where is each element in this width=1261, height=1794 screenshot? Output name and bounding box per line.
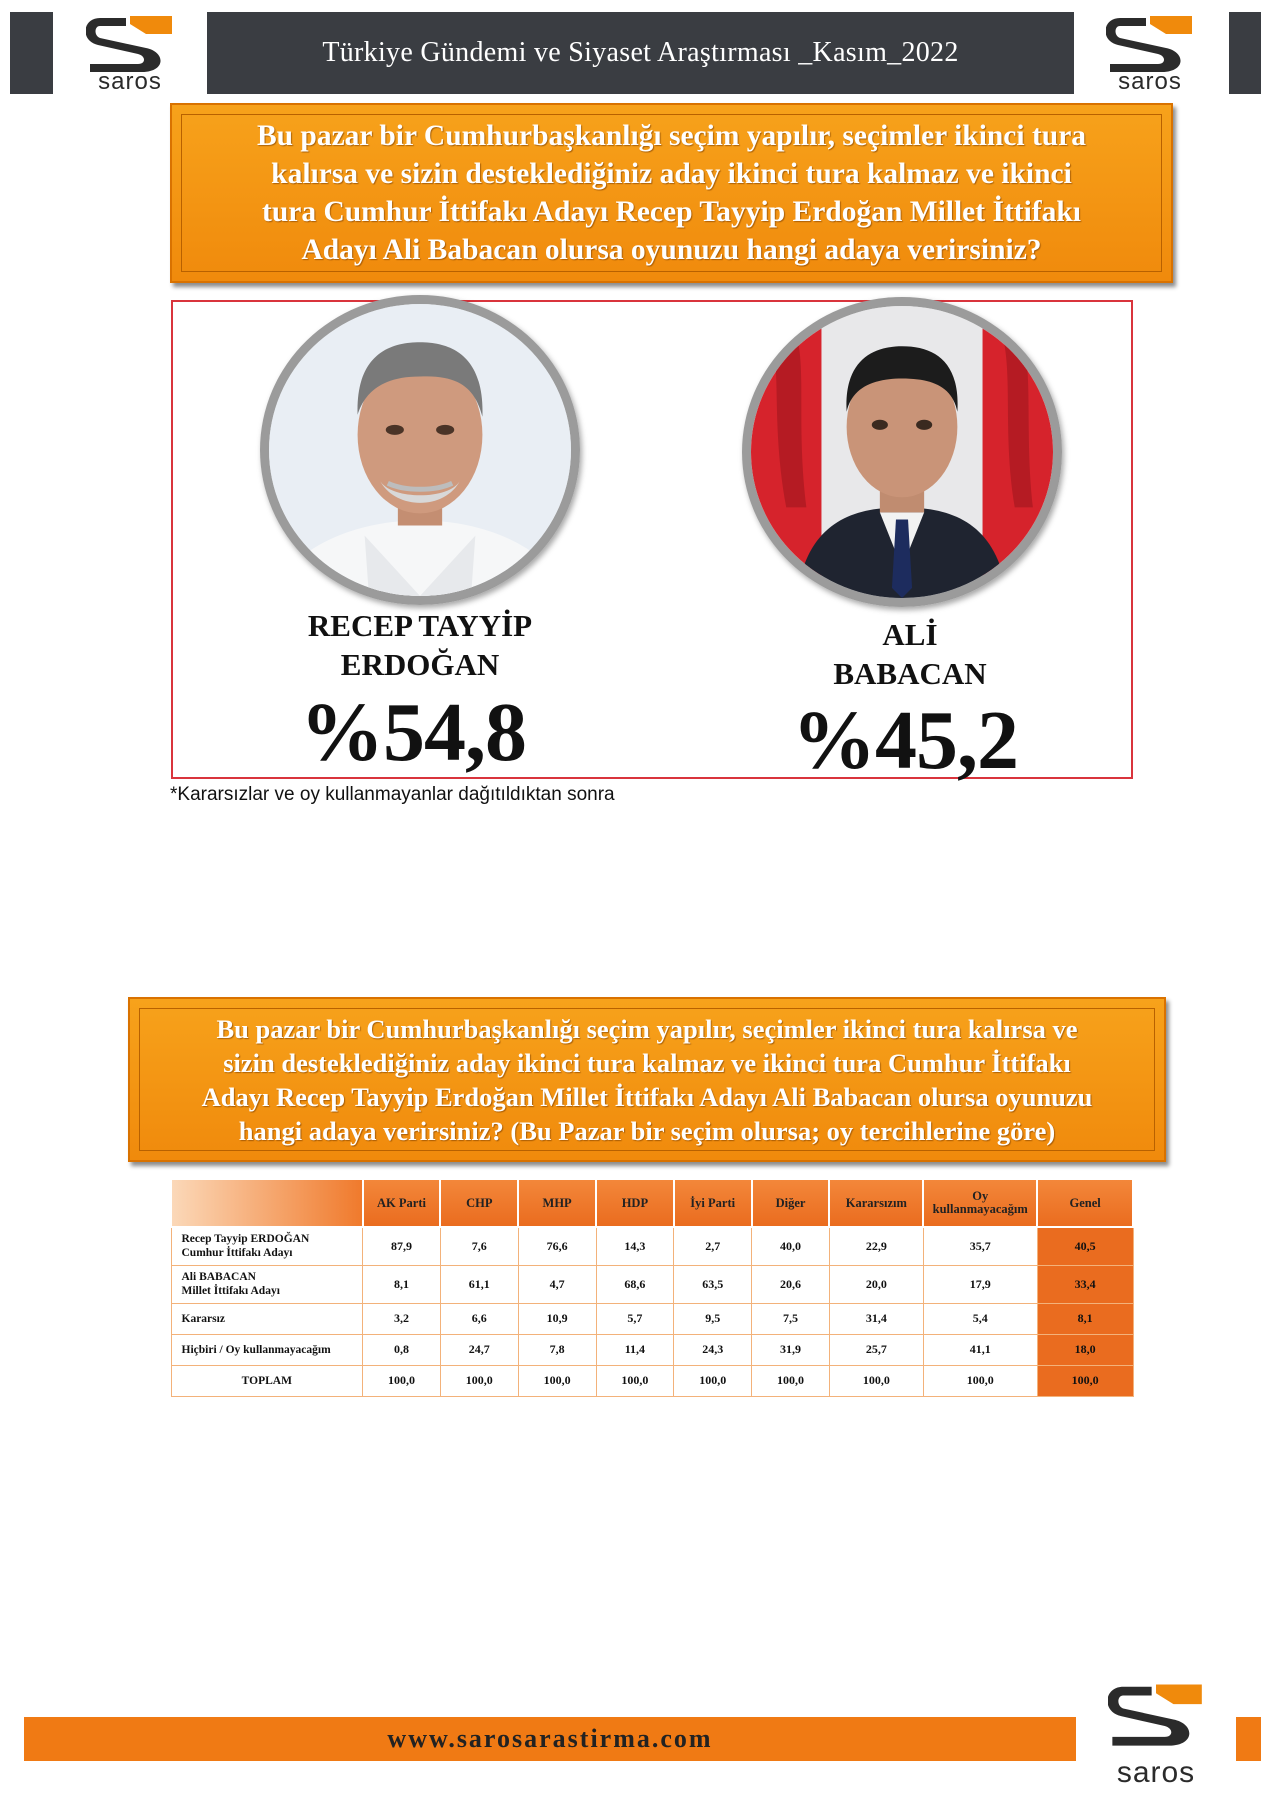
column-header: Diğer bbox=[752, 1179, 830, 1227]
column-header: İyi Parti bbox=[674, 1179, 752, 1227]
saros-logo-mark-icon bbox=[1106, 12, 1194, 74]
row-label-line: Kararsız bbox=[181, 1312, 225, 1325]
candidate-percent-babacan: %45,2 bbox=[792, 694, 1018, 787]
footnote: *Kararsızlar ve oy kullanmayanlar dağıtıldıktan sonra bbox=[170, 784, 615, 805]
table-row bbox=[171, 1303, 1133, 1334]
genel-cell: 8,1 bbox=[1037, 1303, 1133, 1334]
candidate-portrait-babacan bbox=[742, 297, 1062, 607]
table-row bbox=[171, 1365, 1133, 1396]
saros-logo-mark-icon bbox=[86, 12, 174, 74]
row-label bbox=[171, 1334, 363, 1365]
table-cell: 7,8 bbox=[518, 1334, 596, 1365]
column-header bbox=[923, 1179, 1037, 1227]
question-line: Bu pazar bir Cumhurbaşkanlığı seçim yapılır, seçimler ikinci tura bbox=[256, 120, 1087, 152]
question-text bbox=[202, 1012, 1093, 1148]
candidate-name-line: BABACAN bbox=[833, 656, 987, 691]
table-cell: 68,6 bbox=[596, 1265, 674, 1303]
column-header: MHP bbox=[518, 1179, 596, 1227]
table-cell: 100,0 bbox=[518, 1365, 596, 1396]
question-text bbox=[257, 117, 1086, 269]
column-header-line: Oy bbox=[972, 1189, 989, 1203]
row-label bbox=[171, 1265, 363, 1303]
table-cell: 40,0 bbox=[752, 1227, 830, 1265]
saros-logo bbox=[1092, 12, 1208, 98]
table-cell: 41,1 bbox=[923, 1334, 1037, 1365]
table-cell: 5,4 bbox=[923, 1303, 1037, 1334]
table-cell: 9,5 bbox=[674, 1303, 752, 1334]
genel-cell: 33,4 bbox=[1037, 1265, 1133, 1303]
table-cell: 63,5 bbox=[674, 1265, 752, 1303]
table-cell: 4,7 bbox=[518, 1265, 596, 1303]
column-header: Kararsızım bbox=[829, 1179, 923, 1227]
row-label-line: Millet İttifakı Adayı bbox=[181, 1285, 280, 1297]
person-portrait-icon bbox=[269, 304, 571, 596]
footer-bar bbox=[24, 1717, 1076, 1761]
table-cell: 100,0 bbox=[596, 1365, 674, 1396]
candidate-name-babacan bbox=[742, 615, 1078, 693]
row-label-line: Cumhur İttifakı Adayı bbox=[181, 1247, 293, 1260]
question-line: sizin desteklediğiniz aday ikinci tura kalmaz ve ikinci tura Cumhur İttifakı bbox=[223, 1047, 1071, 1078]
table-cell: 100,0 bbox=[752, 1365, 830, 1396]
column-header: Genel bbox=[1037, 1179, 1133, 1227]
table-row bbox=[171, 1334, 1133, 1365]
table-cell: 8,1 bbox=[363, 1265, 441, 1303]
saros-logo bbox=[72, 12, 188, 98]
candidate-percent-erdogan: %54,8 bbox=[300, 686, 526, 779]
row-label bbox=[171, 1303, 363, 1334]
question-box-1 bbox=[170, 103, 1173, 283]
table-cell: 31,4 bbox=[829, 1303, 923, 1334]
row-label-line: TOPLAM bbox=[241, 1374, 292, 1387]
table-cell: 24,3 bbox=[674, 1334, 752, 1365]
column-header: CHP bbox=[440, 1179, 518, 1227]
table-cell: 31,9 bbox=[752, 1334, 830, 1365]
table-cell: 11,4 bbox=[596, 1334, 674, 1365]
logo-text: saros bbox=[1118, 68, 1182, 95]
question-line: Bu pazar bir Cumhurbaşkanlığı seçim yapılır, seçimler ikinci tura kalırsa ve bbox=[216, 1013, 1078, 1044]
candidate-name-line: ERDOĞAN bbox=[340, 647, 500, 682]
table-cell: 100,0 bbox=[440, 1365, 518, 1396]
column-header: AK Parti bbox=[363, 1179, 441, 1227]
logo-text: saros bbox=[98, 68, 162, 95]
table-cell: 100,0 bbox=[829, 1365, 923, 1396]
header-bar bbox=[207, 12, 1074, 94]
table-cell: 87,9 bbox=[363, 1227, 441, 1265]
table-cell: 24,7 bbox=[440, 1334, 518, 1365]
genel-cell: 18,0 bbox=[1037, 1334, 1133, 1365]
table-cell: 3,2 bbox=[363, 1303, 441, 1334]
table-cell: 100,0 bbox=[363, 1365, 441, 1396]
candidate-name-line: ALİ bbox=[882, 617, 938, 652]
table-cell: 100,0 bbox=[674, 1365, 752, 1396]
person-portrait-icon bbox=[751, 306, 1053, 598]
header-right-bar bbox=[1229, 12, 1261, 94]
saros-logo-mark-icon bbox=[1108, 1672, 1204, 1756]
table-header-row bbox=[171, 1179, 1133, 1227]
results-table bbox=[170, 1178, 1134, 1397]
header-left-bar bbox=[10, 12, 53, 94]
table-cell: 25,7 bbox=[829, 1334, 923, 1365]
table-cell: 7,5 bbox=[752, 1303, 830, 1334]
row-label-line: Ali BABACAN bbox=[181, 1271, 256, 1283]
table-cell: 7,6 bbox=[440, 1227, 518, 1265]
table-cell: 10,9 bbox=[518, 1303, 596, 1334]
candidate-portrait-erdogan bbox=[260, 295, 580, 605]
website-url: www.sarosarastirma.com bbox=[387, 1724, 713, 1753]
logo-text: saros bbox=[1116, 1756, 1196, 1789]
table-cell: 2,7 bbox=[674, 1227, 752, 1265]
question-line: tura Cumhur İttifakı Adayı Recep Tayyip Erdoğan Millet İttifakı bbox=[262, 196, 1081, 228]
question-line: Adayı Recep Tayyip Erdoğan Millet İttifakı Adayı Ali Babacan olursa oyunuzu bbox=[201, 1081, 1093, 1112]
table-cell: 76,6 bbox=[518, 1227, 596, 1265]
column-header-line: kullanmayacağım bbox=[932, 1202, 1028, 1216]
genel-cell: 100,0 bbox=[1037, 1365, 1133, 1396]
table-cell: 20,0 bbox=[829, 1265, 923, 1303]
row-label bbox=[171, 1365, 363, 1396]
report-title: Türkiye Gündemi ve Siyaset Araştırması _Kasım_2022 bbox=[322, 37, 959, 68]
candidate-name-erdogan bbox=[260, 606, 580, 684]
table-row bbox=[171, 1227, 1133, 1265]
table-cell: 35,7 bbox=[923, 1227, 1037, 1265]
question-line: kalırsa ve sizin desteklediğiniz aday ikinci tura kalmaz ve ikinci bbox=[271, 158, 1072, 190]
candidate-name-line: RECEP TAYYİP bbox=[307, 608, 533, 643]
table-cell: 100,0 bbox=[923, 1365, 1037, 1396]
footer-right-bar bbox=[1236, 1717, 1261, 1761]
table-cell: 20,6 bbox=[752, 1265, 830, 1303]
question-box-2 bbox=[128, 997, 1166, 1162]
table-cell: 5,7 bbox=[596, 1303, 674, 1334]
table-cell: 61,1 bbox=[440, 1265, 518, 1303]
table-cell: 0,8 bbox=[363, 1334, 441, 1365]
table-corner-cell bbox=[171, 1179, 363, 1227]
table-cell: 14,3 bbox=[596, 1227, 674, 1265]
table-cell: 6,6 bbox=[440, 1303, 518, 1334]
table-row bbox=[171, 1265, 1133, 1303]
saros-logo bbox=[1096, 1672, 1216, 1792]
row-label bbox=[171, 1227, 363, 1265]
row-label-line: Hiçbiri / Oy kullanmayacağım bbox=[181, 1343, 331, 1356]
question-line: Adayı Ali Babacan olursa oyunuzu hangi adaya verirsiniz? bbox=[301, 234, 1042, 266]
table-cell: 22,9 bbox=[829, 1227, 923, 1265]
table-cell: 17,9 bbox=[923, 1265, 1037, 1303]
column-header: HDP bbox=[596, 1179, 674, 1227]
row-label-line: Recep Tayyip ERDOĞAN bbox=[181, 1233, 310, 1246]
genel-cell: 40,5 bbox=[1037, 1227, 1133, 1265]
question-line: hangi adaya verirsiniz? (Bu Pazar bir seçim olursa; oy tercihlerine göre) bbox=[238, 1115, 1056, 1146]
